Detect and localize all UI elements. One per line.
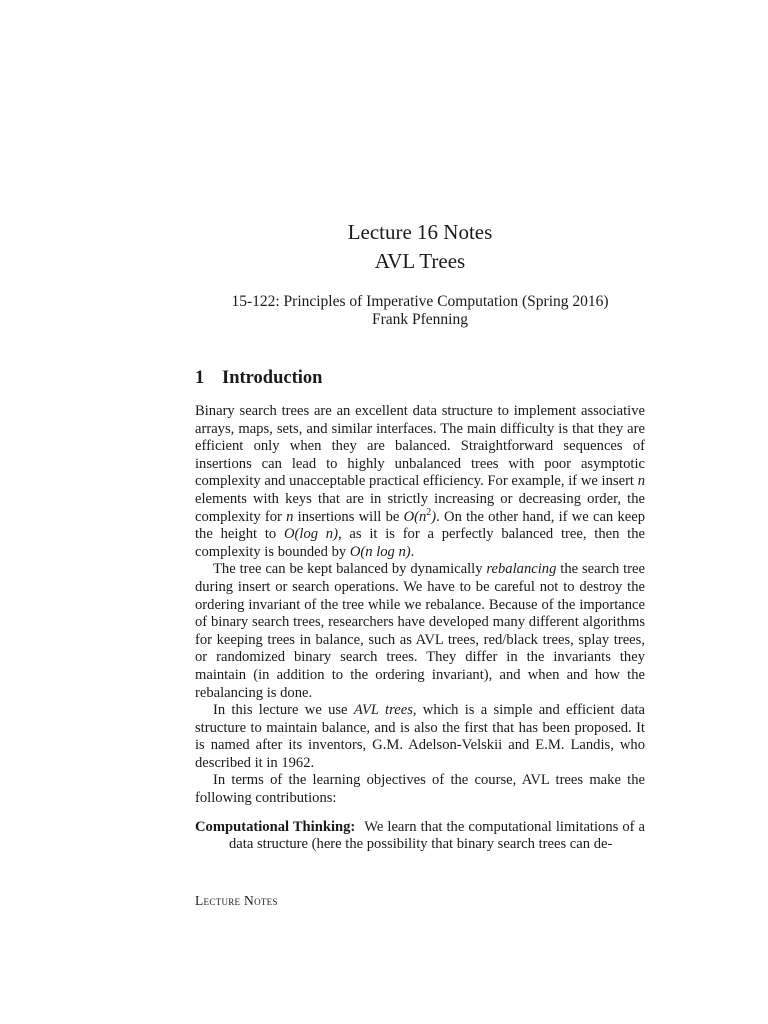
spacer [195,808,645,819]
section-heading [195,367,322,389]
math-close-paren: ) [431,508,437,525]
math-o-log-n: O(log n) [283,526,338,543]
text-run: elements with keys that are in strictly increasing or decreasing order, the complexity for [195,490,645,525]
math-o-n-squared: O(n [403,508,427,525]
section-number: 1 [195,368,205,388]
math-exponent: 2 [426,506,432,518]
definition-computational-thinking [195,819,645,854]
lecture-title: Lecture 16 Notes [347,220,493,244]
definition-body: We learn that the computational limitations of a data structure (here the possibility that binary search trees can de- [229,818,645,853]
section-title: Introduction [222,368,323,388]
course-name: 15-122: Principles of Imperative Computation (Spring 2016) [231,293,609,310]
text-run: the search tree during insert or search operations. We have to be careful not to destroy the ordering invariant of the tree while we rebalance. Because of the importance of binary search trees, researchers have developed many different algorithms for keeping trees in balance, such as AVL trees, red/black trees, splay trees, or randomized binary search trees. They differ in the invariants they maintain (in addition to the ordering invariant), and when and how the rebalancing is done. [195,561,645,701]
emphasis-rebalancing: rebalancing [486,561,557,578]
text-run: . On the other hand, if we can keep the height to [195,508,646,543]
lecture-topic: AVL Trees [374,249,466,273]
text-run: , as it is for a perfectly balanced tree, then the complexity is bounded by [195,526,646,560]
title-block [0,218,768,276]
math-o-n-log-n: O(n log n) [349,543,411,560]
paragraph-3 [195,702,645,772]
text-run: insertions will be [293,508,404,525]
subtitle-block [0,293,768,329]
text-run: In terms of the learning objectives of the course, AVL trees make the following contributions: [195,772,645,807]
paragraph-2 [195,561,645,702]
text-run: , which is a simple and efficient data structure to maintain balance, and is also the first that has been proposed. It is named after its inventors, G.M. Adelson-Velskii and E.M. Landis, who described it in 1962. [195,702,645,771]
text-run: In this lecture we use [213,702,354,719]
math-n: n [286,508,294,525]
text-run: Binary search trees are an excellent data structure to implement associative arrays, maps, sets, and similar interfaces. The main difficulty is that they are efficient only when they are balanced. Straightforward sequences of insertions can lead to highly unbalanced trees with poor asymptotic complexity and unacceptable practical efficiency. For example, if we insert [195,403,645,490]
math-n: n [637,473,645,490]
text-run: The tree can be kept balanced by dynamically [213,561,487,578]
emphasis-avl-trees: AVL trees [353,702,413,719]
footer-label: Lecture Notes [195,893,278,908]
definition-term: Computational Thinking: [195,818,356,835]
text-run: . [410,543,415,560]
paragraph-4 [195,772,645,807]
body-text [195,403,645,854]
paragraph-1 [195,403,645,561]
author-name: Frank Pfenning [371,311,468,328]
